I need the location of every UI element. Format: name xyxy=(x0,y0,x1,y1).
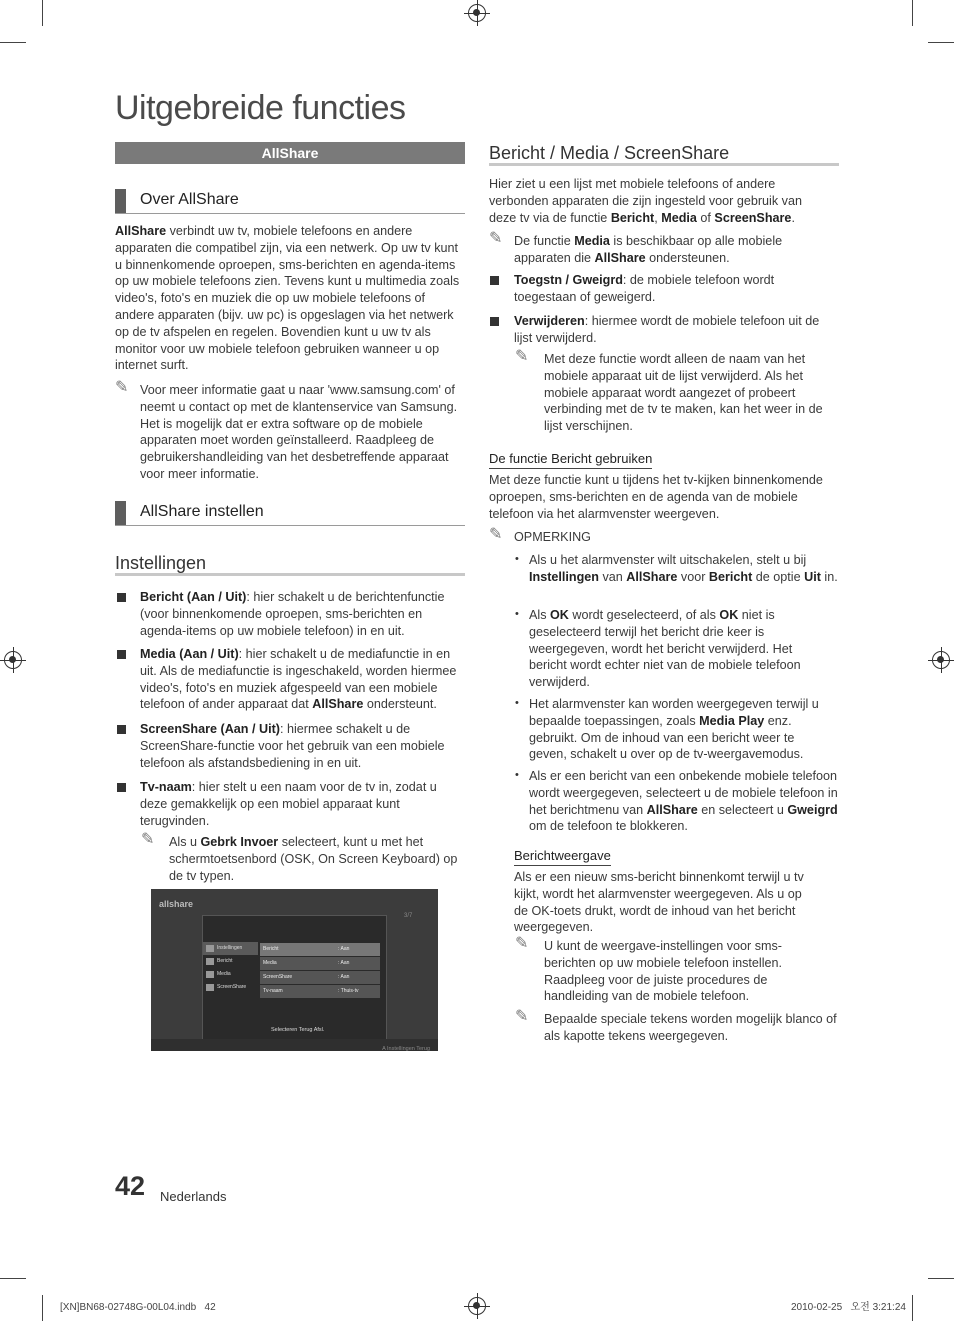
section-heading-instellingen: Instellingen xyxy=(115,555,465,576)
subheading-text: AllShare instellen xyxy=(140,503,264,520)
crop-mark xyxy=(0,1278,26,1279)
crop-mark xyxy=(42,0,43,26)
note-text: Als u Gebrk Invoer selecteert, kunt u met het schermtoetsenbord (OSK, On Screen Keyboard) op de tv typen. xyxy=(169,835,458,883)
menu-item: Bericht xyxy=(203,955,258,968)
settings-row: Bericht : Aan xyxy=(260,943,380,956)
print-footer-file: [XN]BN68-02748G-00L04.indb 42 xyxy=(60,1302,216,1313)
list-item: Het alarmvenster kan worden weergegeven terwijl u bepaalde toepassingen, zoals Media Play enz. gebruikt. Om de inhoud van een bericht weer te geven, schakelt u over op de tv-weergavemodus. xyxy=(529,697,819,762)
note-pencil-icon: ✎ xyxy=(489,230,503,247)
registration-mark-icon xyxy=(468,4,486,22)
section-heading-bericht-media: Bericht / Media / ScreenShare xyxy=(489,145,839,166)
registration-mark-icon xyxy=(4,651,22,669)
bullet-square xyxy=(117,593,126,602)
settings-row: Media : Aan xyxy=(260,957,380,970)
crop-mark xyxy=(912,0,913,26)
underlined-heading: De functie Bericht gebruiken xyxy=(489,451,652,469)
note-text: Bepaalde speciale tekens worden mogelijk blanco of als kapotte tekens weergegeven. xyxy=(544,1012,837,1043)
list-item: Toegstn / Gweigrd: de mobiele telefoon wordt toegestaan of geweigerd. xyxy=(514,273,775,304)
note-pencil-icon: ✎ xyxy=(515,348,529,365)
crop-mark xyxy=(928,42,954,43)
page-number: 42 xyxy=(115,1171,146,1201)
subheading-bar xyxy=(115,189,126,213)
bullet-dot: • xyxy=(515,697,519,709)
menu-item: ScreenShare xyxy=(203,981,258,994)
note-pencil-icon: ✎ xyxy=(141,831,155,848)
page-indicator: 3/7 xyxy=(404,913,413,919)
screenshot-footer-hints: Selecteren Terug Afsl. xyxy=(271,1027,325,1033)
note-text: Voor meer informatie gaat u naar 'www.samsung.com' of neemt u contact op met de klantenservice van Samsung. Het is mogelijk dat er extra software op de mobiele apparaten moet worden geïnstalleerd. Raadpleeg de gebruikershandleiding van het desbetreffende apparaat voor meer informatie. xyxy=(140,383,458,481)
list-item: Als er een bericht van een onbekende mobiele telefoon wordt weergegeven, selecteert u de mobiele telefoon in het berichtmenu van AllShare en selecteert u Gweigrd om de telefoon te blokkeren. xyxy=(529,769,838,834)
bullet-square xyxy=(117,725,126,734)
note-pencil-icon: ✎ xyxy=(515,935,529,952)
bullet-dot: • xyxy=(515,608,519,620)
opmerking-label: OPMERKING xyxy=(514,530,591,544)
note-text: De functie Media is beschikbaar op alle mobiele apparaten die AllShare ondersteunen. xyxy=(514,234,783,265)
bullet-square xyxy=(490,317,499,326)
crop-mark xyxy=(928,1278,954,1279)
list-item: Verwijderen: hiermee wordt de mobiele telefoon uit de lijst verwijderd. xyxy=(514,314,820,345)
subheading-allshare-instellen xyxy=(115,501,465,526)
allshare-logo: allshare xyxy=(159,899,194,909)
list-item: Als u het alarmvenster wilt uitschakelen, stelt u bij Instellingen van AllShare voor Bericht de optie Uit in. xyxy=(529,553,838,584)
intro-paragraph: Hier ziet u een lijst met mobiele telefoons of andere verbonden apparaten die zijn ingesteld voor gebruik van deze tv via de functie Bericht, Media of ScreenShare. xyxy=(489,177,802,225)
crop-mark xyxy=(912,1295,913,1321)
over-allshare-paragraph: AllShare verbindt uw tv, mobiele telefoons en andere apparaten die compatibel zijn, via een netwerk. Op uw tv kunt u binnenkomende oproepen, sms-berichten en agenda-items op uw mobiele telefoons zien. Tevens kunt u multimedia zoals video's, foto's en muziek die op uw mobiele telefoons of andere apparaten (bijv. uw pc) is opgeslagen via het netwerk op de tv afspelen en regelen. Bovendien kunt u uw tv als monitor voor uw mobiele telefoon gebruiken wanneer u op internet surft. xyxy=(115,224,460,373)
list-item: Tv-naam: hier stelt u een naam voor de tv in, zodat u deze gemakkelijk op een mobiel apparaat kunt terugvinden. xyxy=(140,780,437,828)
note-text: Met deze functie wordt alleen de naam van het mobiele apparaat uit de lijst verwijderd. Als het mobiele apparaat wordt aangezet of probeert verbinding met de tv te maken, kan het weer in de lijst verschijnen. xyxy=(544,352,823,434)
tv-menu-screenshot xyxy=(151,889,438,1051)
screenshot-settings xyxy=(260,943,380,999)
registration-mark-icon xyxy=(932,651,950,669)
crop-mark xyxy=(0,42,26,43)
list-item: ScreenShare (Aan / Uit): hiermee schakelt u de ScreenShare-functie voor het gebruik van een mobiele telefoon als afstandsbediening in en uit. xyxy=(140,722,445,770)
bullet-square xyxy=(490,276,499,285)
screenshot-menu xyxy=(203,942,258,994)
list-item: Bericht (Aan / Uit): hier schakelt u de berichtenfunctie (voor binnenkomende oproepen, sms-berichten en agenda-items op uw mobiele telefoon) in en uit. xyxy=(140,590,445,638)
settings-row: ScreenShare : Aan xyxy=(260,971,380,984)
section-banner: AllShare xyxy=(115,142,465,164)
list-item: Media (Aan / Uit): hier schakelt u de mediafunctie in en uit. Als de mediafunctie is ingeschakeld, worden hiermee video's, foto's en muziek afgespeeld van een mobiele telefoon of ander apparaat dat AllShare ondersteunt. xyxy=(140,647,457,712)
page-title: Uitgebreide functies xyxy=(115,89,406,127)
note-pencil-icon: ✎ xyxy=(489,526,503,543)
menu-item: Media xyxy=(203,968,258,981)
bullet-dot: • xyxy=(515,553,519,565)
note-pencil-icon: ✎ xyxy=(515,1008,529,1025)
note-text: U kunt de weergave-instellingen voor sms-berichten op uw mobiele telefoon instellen. Raadpleeg voor de juiste procedures de handleiding van de mobiele telefoon. xyxy=(544,939,783,1004)
registration-mark-icon xyxy=(468,1297,486,1315)
screenshot-bottom-bar: A Instellingen Terug xyxy=(151,1039,438,1051)
crop-mark xyxy=(42,1295,43,1321)
bullet-dot: • xyxy=(515,769,519,781)
page-language: Nederlands xyxy=(160,1189,227,1204)
subheading-bar xyxy=(115,501,126,525)
underlined-heading: Berichtweergave xyxy=(514,848,611,866)
subheading-text: Over AllShare xyxy=(140,191,239,208)
menu-item: Instellingen xyxy=(203,942,258,955)
print-footer-date: 2010-02-25 오전 3:21:24 xyxy=(791,1302,906,1313)
list-item: Als OK wordt geselecteerd, of als OK niet is geselecteerd terwijl het bericht drie keer is weergegeven, wordt het bericht verwijderd. Het bericht wordt echter niet van de mobiele telefoon verwijderd. xyxy=(529,608,801,690)
bullet-square xyxy=(117,650,126,659)
bericht-paragraph: Met deze functie kunt u tijdens het tv-kijken binnenkomende oproepen, sms-berichten en de agenda van de mobiele telefoon via het alarmvenster weergeven. xyxy=(489,473,823,521)
weergave-paragraph: Als er een nieuw sms-bericht binnenkomt terwijl u tv kijkt, wordt het alarmvenster weergegeven. Als u op de OK-toets drukt, wordt de inhoud van het bericht weergegeven. xyxy=(514,870,804,935)
bullet-square xyxy=(117,783,126,792)
note-pencil-icon: ✎ xyxy=(115,379,129,396)
subheading-over-allshare xyxy=(115,189,465,214)
settings-row: Tv-naam : Thuis-tv xyxy=(260,985,380,998)
